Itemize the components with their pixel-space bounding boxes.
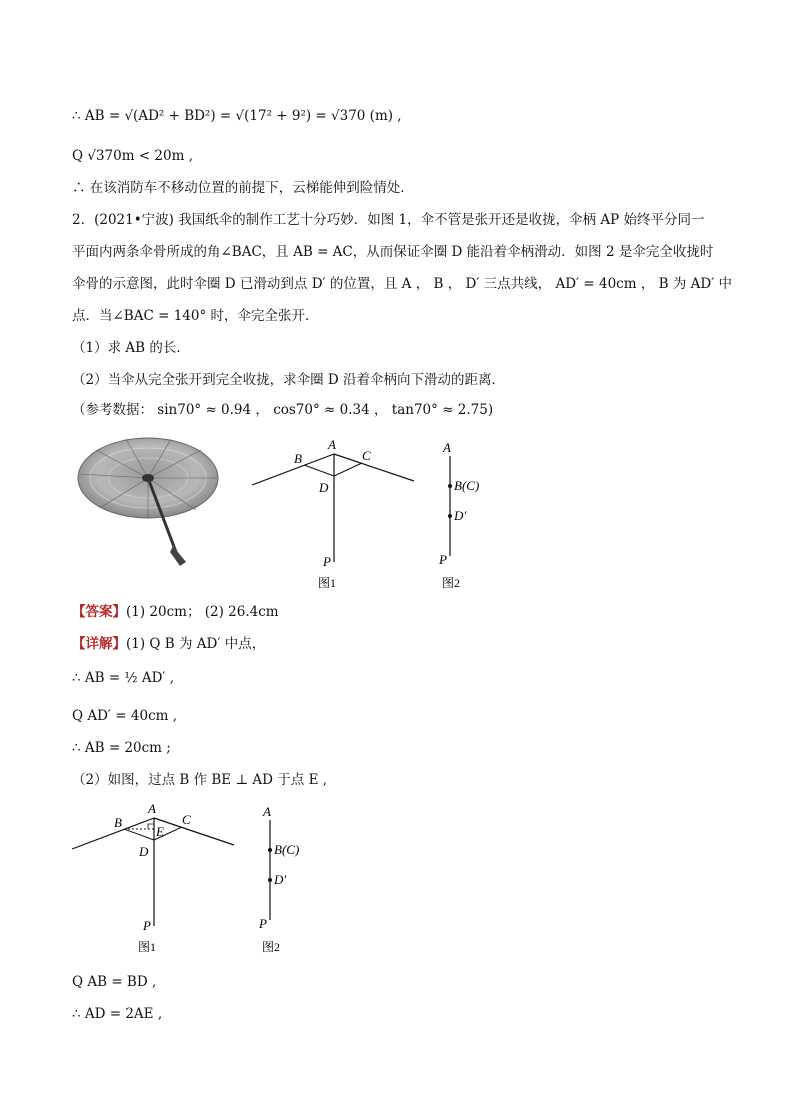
reference-data: （参考数据： sin70° ≈ 0.94 ， cos70° ≈ 0.34 ， tan70° ≈ 2.75) — [72, 402, 494, 418]
line-ab-half: ∴ AB = ½ AD′ , — [72, 670, 175, 686]
label-dprime: D′ — [454, 508, 467, 523]
brace-bd — [124, 829, 154, 840]
label-dprime: D′ — [274, 872, 287, 887]
line-ab-calc: ∴ AB = √(AD² + BD²) = √(17² + 9²) = √370 (m) , — [72, 108, 402, 124]
caption-fig2: 图2 — [262, 940, 281, 954]
line-ab-bd: Q AB = BD , — [72, 974, 157, 990]
caption-fig2: 图2 — [442, 576, 461, 590]
label-e: E — [156, 824, 164, 839]
point-dprime — [448, 514, 452, 518]
detail-line — [72, 634, 265, 654]
figure-2-top — [436, 438, 506, 594]
line-compare: Q √370m < 20m , — [72, 148, 193, 164]
label-p: P — [143, 918, 151, 933]
label-d: D — [319, 480, 329, 495]
problem-line-3: 伞骨的示意图，此时伞圈 D 已滑动到点 D′ 的位置，且 A ， B ， D′ 三点共线， AD′ = 40cm ， B 为 AD′ 中 — [72, 276, 733, 292]
detail-tag: 【详解】 — [72, 636, 126, 652]
detail-text: (1) Q B 为 AD′ 中点， — [126, 636, 266, 652]
rib-right — [334, 454, 414, 481]
point-dprime — [268, 878, 272, 882]
point-bc — [448, 484, 452, 488]
caption-fig1: 图1 — [138, 940, 157, 954]
label-c: C — [362, 448, 371, 463]
brace-cd — [334, 463, 362, 476]
answer-tag: 【答案】 — [72, 604, 126, 620]
label-d: D — [139, 844, 149, 859]
label-p: P — [439, 552, 447, 567]
caption-fig1: 图1 — [318, 576, 337, 590]
umbrella-photo — [76, 434, 228, 568]
question-1: （1）求 AB 的长． — [72, 340, 190, 356]
point-bc — [268, 848, 272, 852]
line-ad-40: Q AD′ = 40cm , — [72, 708, 178, 724]
label-p: P — [259, 916, 267, 931]
line-conclusion: ∴ 在该消防车不移动位置的前提下，云梯能伸到险情处． — [72, 180, 414, 196]
problem-line-4: 点．当∠BAC = 140° 时，伞完全张开． — [72, 308, 319, 324]
answer-line — [72, 602, 279, 622]
figure-2-bottom — [256, 802, 326, 958]
line-ab-20: ∴ AB = 20cm ; — [72, 740, 171, 756]
label-a: A — [263, 804, 271, 819]
label-b: B — [294, 451, 302, 466]
label-a: A — [443, 440, 451, 455]
problem-line-1: 2．(2021•宁波) 我国纸伞的制作工艺十分巧妙．如图 1，伞不管是张开还是收拢，伞柄 AP 始终平分同一 — [72, 212, 705, 228]
problem-line-2: 平面内两条伞骨所成的角∠BAC，且 AB = AC，从而保证伞圈 D 能沿着伞柄滑动．如图 2 是伞完全收拢时 — [72, 244, 714, 260]
right-angle-mark — [148, 824, 154, 829]
rib-right — [154, 818, 234, 845]
label-p: P — [323, 554, 331, 569]
label-bc: B(C) — [274, 842, 300, 857]
label-bc: B(C) — [454, 478, 480, 493]
line-ad-2ae: ∴ AD = 2AE , — [72, 1006, 163, 1022]
label-a: A — [148, 801, 156, 816]
label-b: B — [114, 815, 122, 830]
line-part2: （2）如图，过点 B 作 BE ⊥ AD 于点 E , — [72, 772, 328, 788]
label-c: C — [182, 812, 191, 827]
label-a: A — [328, 437, 336, 452]
question-2: （2）当伞从完全张开到完全收拢，求伞圈 D 沿着伞柄向下滑动的距离． — [72, 372, 505, 388]
figure-1-top — [248, 436, 420, 594]
answer-text: (1) 20cm； (2) 26.4cm — [126, 604, 279, 620]
brace-bd — [304, 465, 334, 476]
figure-1-bottom — [68, 800, 240, 958]
